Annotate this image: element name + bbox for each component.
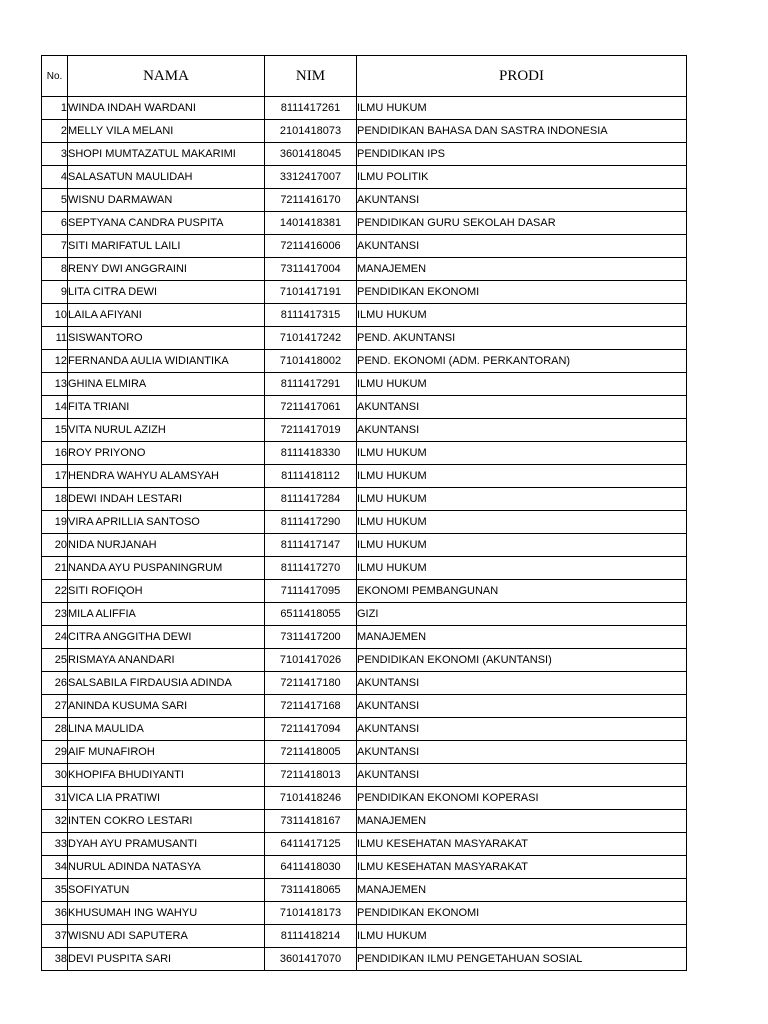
table-row [42, 511, 687, 534]
cell-nim: 8111417290 [265, 511, 357, 534]
cell-prodi: ILMU POLITIK [357, 166, 687, 189]
cell-prodi: ILMU HUKUM [357, 97, 687, 120]
cell-nama: KHUSUMAH ING WAHYU [68, 902, 265, 925]
cell-nim: 7211417019 [265, 419, 357, 442]
cell-no: 22 [42, 580, 68, 603]
cell-prodi: ILMU HUKUM [357, 373, 687, 396]
cell-nama: MILA ALIFFIA [68, 603, 265, 626]
cell-nama: INTEN COKRO LESTARI [68, 810, 265, 833]
cell-nim: 7211416006 [265, 235, 357, 258]
cell-prodi: MANAJEMEN [357, 879, 687, 902]
cell-nim: 8111417315 [265, 304, 357, 327]
cell-no: 14 [42, 396, 68, 419]
cell-nama: ANINDA KUSUMA SARI [68, 695, 265, 718]
cell-prodi: ILMU HUKUM [357, 488, 687, 511]
cell-nama: NURUL ADINDA NATASYA [68, 856, 265, 879]
header-prodi: PRODI [357, 56, 687, 97]
cell-nama: SOFIYATUN [68, 879, 265, 902]
cell-nim: 8111418330 [265, 442, 357, 465]
cell-prodi: AKUNTANSI [357, 672, 687, 695]
cell-prodi: AKUNTANSI [357, 396, 687, 419]
cell-prodi: PENDIDIKAN EKONOMI (AKUNTANSI) [357, 649, 687, 672]
cell-prodi: PEND. EKONOMI (ADM. PERKANTORAN) [357, 350, 687, 373]
cell-no: 23 [42, 603, 68, 626]
cell-nama: KHOPIFA BHUDIYANTI [68, 764, 265, 787]
cell-nama: HENDRA WAHYU ALAMSYAH [68, 465, 265, 488]
cell-prodi: MANAJEMEN [357, 810, 687, 833]
cell-nim: 2101418073 [265, 120, 357, 143]
table-row [42, 948, 687, 971]
cell-prodi: AKUNTANSI [357, 189, 687, 212]
cell-prodi: ILMU HUKUM [357, 442, 687, 465]
cell-prodi: PENDIDIKAN EKONOMI [357, 902, 687, 925]
cell-no: 16 [42, 442, 68, 465]
table-row [42, 718, 687, 741]
cell-prodi: PEND. AKUNTANSI [357, 327, 687, 350]
cell-prodi: PENDIDIKAN BAHASA DAN SASTRA INDONESIA [357, 120, 687, 143]
cell-nama: LINA MAULIDA [68, 718, 265, 741]
table-row [42, 327, 687, 350]
cell-nama: VICA LIA PRATIWI [68, 787, 265, 810]
cell-nim: 7101417026 [265, 649, 357, 672]
cell-no: 18 [42, 488, 68, 511]
table-row [42, 902, 687, 925]
cell-no: 10 [42, 304, 68, 327]
cell-nim: 7311418167 [265, 810, 357, 833]
cell-nim: 7101418002 [265, 350, 357, 373]
table-row [42, 580, 687, 603]
cell-no: 34 [42, 856, 68, 879]
cell-nama: SITI ROFIQOH [68, 580, 265, 603]
cell-prodi: PENDIDIKAN ILMU PENGETAHUAN SOSIAL [357, 948, 687, 971]
cell-nim: 3601418045 [265, 143, 357, 166]
cell-no: 4 [42, 166, 68, 189]
table-row [42, 741, 687, 764]
cell-prodi: ILMU HUKUM [357, 557, 687, 580]
cell-nama: GHINA ELMIRA [68, 373, 265, 396]
cell-nama: SITI MARIFATUL LAILI [68, 235, 265, 258]
cell-nim: 7111417095 [265, 580, 357, 603]
cell-prodi: AKUNTANSI [357, 764, 687, 787]
cell-nim: 7101418173 [265, 902, 357, 925]
cell-prodi: MANAJEMEN [357, 258, 687, 281]
table-row [42, 695, 687, 718]
cell-no: 9 [42, 281, 68, 304]
cell-nim: 7211418005 [265, 741, 357, 764]
cell-nama: NIDA NURJANAH [68, 534, 265, 557]
cell-prodi: PENDIDIKAN GURU SEKOLAH DASAR [357, 212, 687, 235]
table-row [42, 396, 687, 419]
cell-nama: WISNU DARMAWAN [68, 189, 265, 212]
cell-no: 21 [42, 557, 68, 580]
cell-prodi: PENDIDIKAN IPS [357, 143, 687, 166]
cell-no: 26 [42, 672, 68, 695]
table-row [42, 189, 687, 212]
cell-nama: NANDA AYU PUSPANINGRUM [68, 557, 265, 580]
student-roster-table [41, 55, 687, 971]
cell-no: 15 [42, 419, 68, 442]
table-row [42, 672, 687, 695]
cell-nama: ROY PRIYONO [68, 442, 265, 465]
cell-nama: CITRA ANGGITHA DEWI [68, 626, 265, 649]
cell-no: 6 [42, 212, 68, 235]
cell-prodi: GIZI [357, 603, 687, 626]
cell-prodi: MANAJEMEN [357, 626, 687, 649]
cell-nama: MELLY VILA MELANI [68, 120, 265, 143]
cell-nim: 8111417291 [265, 373, 357, 396]
table-row [42, 879, 687, 902]
cell-no: 37 [42, 925, 68, 948]
cell-prodi: AKUNTANSI [357, 419, 687, 442]
cell-nama: LAILA AFIYANI [68, 304, 265, 327]
cell-prodi: ILMU HUKUM [357, 465, 687, 488]
table-row [42, 281, 687, 304]
table-row [42, 143, 687, 166]
table-row [42, 810, 687, 833]
table-row [42, 557, 687, 580]
table-row [42, 465, 687, 488]
header-nim: NIM [265, 56, 357, 97]
cell-nama: FITA TRIANI [68, 396, 265, 419]
cell-nim: 7311417004 [265, 258, 357, 281]
cell-nama: WINDA INDAH WARDANI [68, 97, 265, 120]
cell-nim: 8111417147 [265, 534, 357, 557]
cell-no: 5 [42, 189, 68, 212]
table-row [42, 534, 687, 557]
cell-prodi: ILMU HUKUM [357, 511, 687, 534]
cell-no: 29 [42, 741, 68, 764]
cell-nim: 7211418013 [265, 764, 357, 787]
cell-prodi: AKUNTANSI [357, 695, 687, 718]
cell-prodi: ILMU KESEHATAN MASYARAKAT [357, 833, 687, 856]
cell-nama: SALSABILA FIRDAUSIA ADINDA [68, 672, 265, 695]
cell-prodi: ILMU KESEHATAN MASYARAKAT [357, 856, 687, 879]
cell-no: 33 [42, 833, 68, 856]
cell-nama: SHOPI MUMTAZATUL MAKARIMI [68, 143, 265, 166]
table-row [42, 373, 687, 396]
table-row [42, 350, 687, 373]
cell-nim: 7311418065 [265, 879, 357, 902]
table-body [42, 97, 687, 971]
table-row [42, 166, 687, 189]
cell-prodi: ILMU HUKUM [357, 534, 687, 557]
table-row [42, 856, 687, 879]
cell-no: 25 [42, 649, 68, 672]
cell-prodi: PENDIDIKAN EKONOMI KOPERASI [357, 787, 687, 810]
cell-nama: WISNU ADI SAPUTERA [68, 925, 265, 948]
table-row [42, 258, 687, 281]
cell-no: 24 [42, 626, 68, 649]
cell-nama: DEWI INDAH LESTARI [68, 488, 265, 511]
cell-nama: FERNANDA AULIA WIDIANTIKA [68, 350, 265, 373]
table-row [42, 833, 687, 856]
table-row [42, 649, 687, 672]
cell-nim: 7211417168 [265, 695, 357, 718]
cell-no: 20 [42, 534, 68, 557]
cell-prodi: AKUNTANSI [357, 235, 687, 258]
table-header-row [42, 56, 687, 97]
cell-no: 1 [42, 97, 68, 120]
table-row [42, 925, 687, 948]
cell-prodi: PENDIDIKAN EKONOMI [357, 281, 687, 304]
cell-nim: 3312417007 [265, 166, 357, 189]
cell-prodi: EKONOMI PEMBANGUNAN [357, 580, 687, 603]
table-row [42, 120, 687, 143]
cell-no: 8 [42, 258, 68, 281]
cell-nim: 7211417180 [265, 672, 357, 695]
cell-nim: 7101417191 [265, 281, 357, 304]
cell-nim: 8111418214 [265, 925, 357, 948]
cell-no: 35 [42, 879, 68, 902]
cell-nama: DYAH AYU PRAMUSANTI [68, 833, 265, 856]
header-no: No. [42, 56, 68, 97]
table-row [42, 212, 687, 235]
cell-nama: SEPTYANA CANDRA PUSPITA [68, 212, 265, 235]
cell-no: 19 [42, 511, 68, 534]
cell-no: 27 [42, 695, 68, 718]
cell-nama: LITA CITRA DEWI [68, 281, 265, 304]
cell-nama: AIF MUNAFIROH [68, 741, 265, 764]
cell-nim: 6411417125 [265, 833, 357, 856]
cell-nim: 8111418112 [265, 465, 357, 488]
cell-nama: SALASATUN MAULIDAH [68, 166, 265, 189]
header-nama: NAMA [68, 56, 265, 97]
cell-no: 36 [42, 902, 68, 925]
cell-nim: 7211417094 [265, 718, 357, 741]
table-row [42, 787, 687, 810]
cell-nim: 7311417200 [265, 626, 357, 649]
cell-nim: 8111417270 [265, 557, 357, 580]
cell-nama: SISWANTORO [68, 327, 265, 350]
cell-no: 2 [42, 120, 68, 143]
cell-no: 32 [42, 810, 68, 833]
cell-nim: 7101418246 [265, 787, 357, 810]
cell-nim: 7211416170 [265, 189, 357, 212]
cell-nama: VITA NURUL AZIZH [68, 419, 265, 442]
cell-nim: 8111417261 [265, 97, 357, 120]
cell-no: 13 [42, 373, 68, 396]
cell-no: 30 [42, 764, 68, 787]
table-row [42, 304, 687, 327]
cell-nim: 7211417061 [265, 396, 357, 419]
table-row [42, 419, 687, 442]
cell-nama: DEVI PUSPITA SARI [68, 948, 265, 971]
cell-nama: VIRA APRILLIA SANTOSO [68, 511, 265, 534]
cell-no: 3 [42, 143, 68, 166]
cell-no: 7 [42, 235, 68, 258]
table-row [42, 488, 687, 511]
cell-nama: RENY DWI ANGGRAINI [68, 258, 265, 281]
cell-nim: 8111417284 [265, 488, 357, 511]
cell-no: 31 [42, 787, 68, 810]
cell-no: 38 [42, 948, 68, 971]
cell-prodi: AKUNTANSI [357, 741, 687, 764]
table-row [42, 764, 687, 787]
cell-no: 11 [42, 327, 68, 350]
cell-nim: 6511418055 [265, 603, 357, 626]
cell-nim: 7101417242 [265, 327, 357, 350]
cell-prodi: AKUNTANSI [357, 718, 687, 741]
cell-no: 12 [42, 350, 68, 373]
table-row [42, 235, 687, 258]
cell-no: 17 [42, 465, 68, 488]
cell-nim: 3601417070 [265, 948, 357, 971]
cell-nim: 1401418381 [265, 212, 357, 235]
cell-nama: RISMAYA ANANDARI [68, 649, 265, 672]
cell-prodi: ILMU HUKUM [357, 304, 687, 327]
table-row [42, 603, 687, 626]
cell-no: 28 [42, 718, 68, 741]
table-row [42, 626, 687, 649]
table-row [42, 442, 687, 465]
cell-nim: 6411418030 [265, 856, 357, 879]
table-row [42, 97, 687, 120]
cell-prodi: ILMU HUKUM [357, 925, 687, 948]
